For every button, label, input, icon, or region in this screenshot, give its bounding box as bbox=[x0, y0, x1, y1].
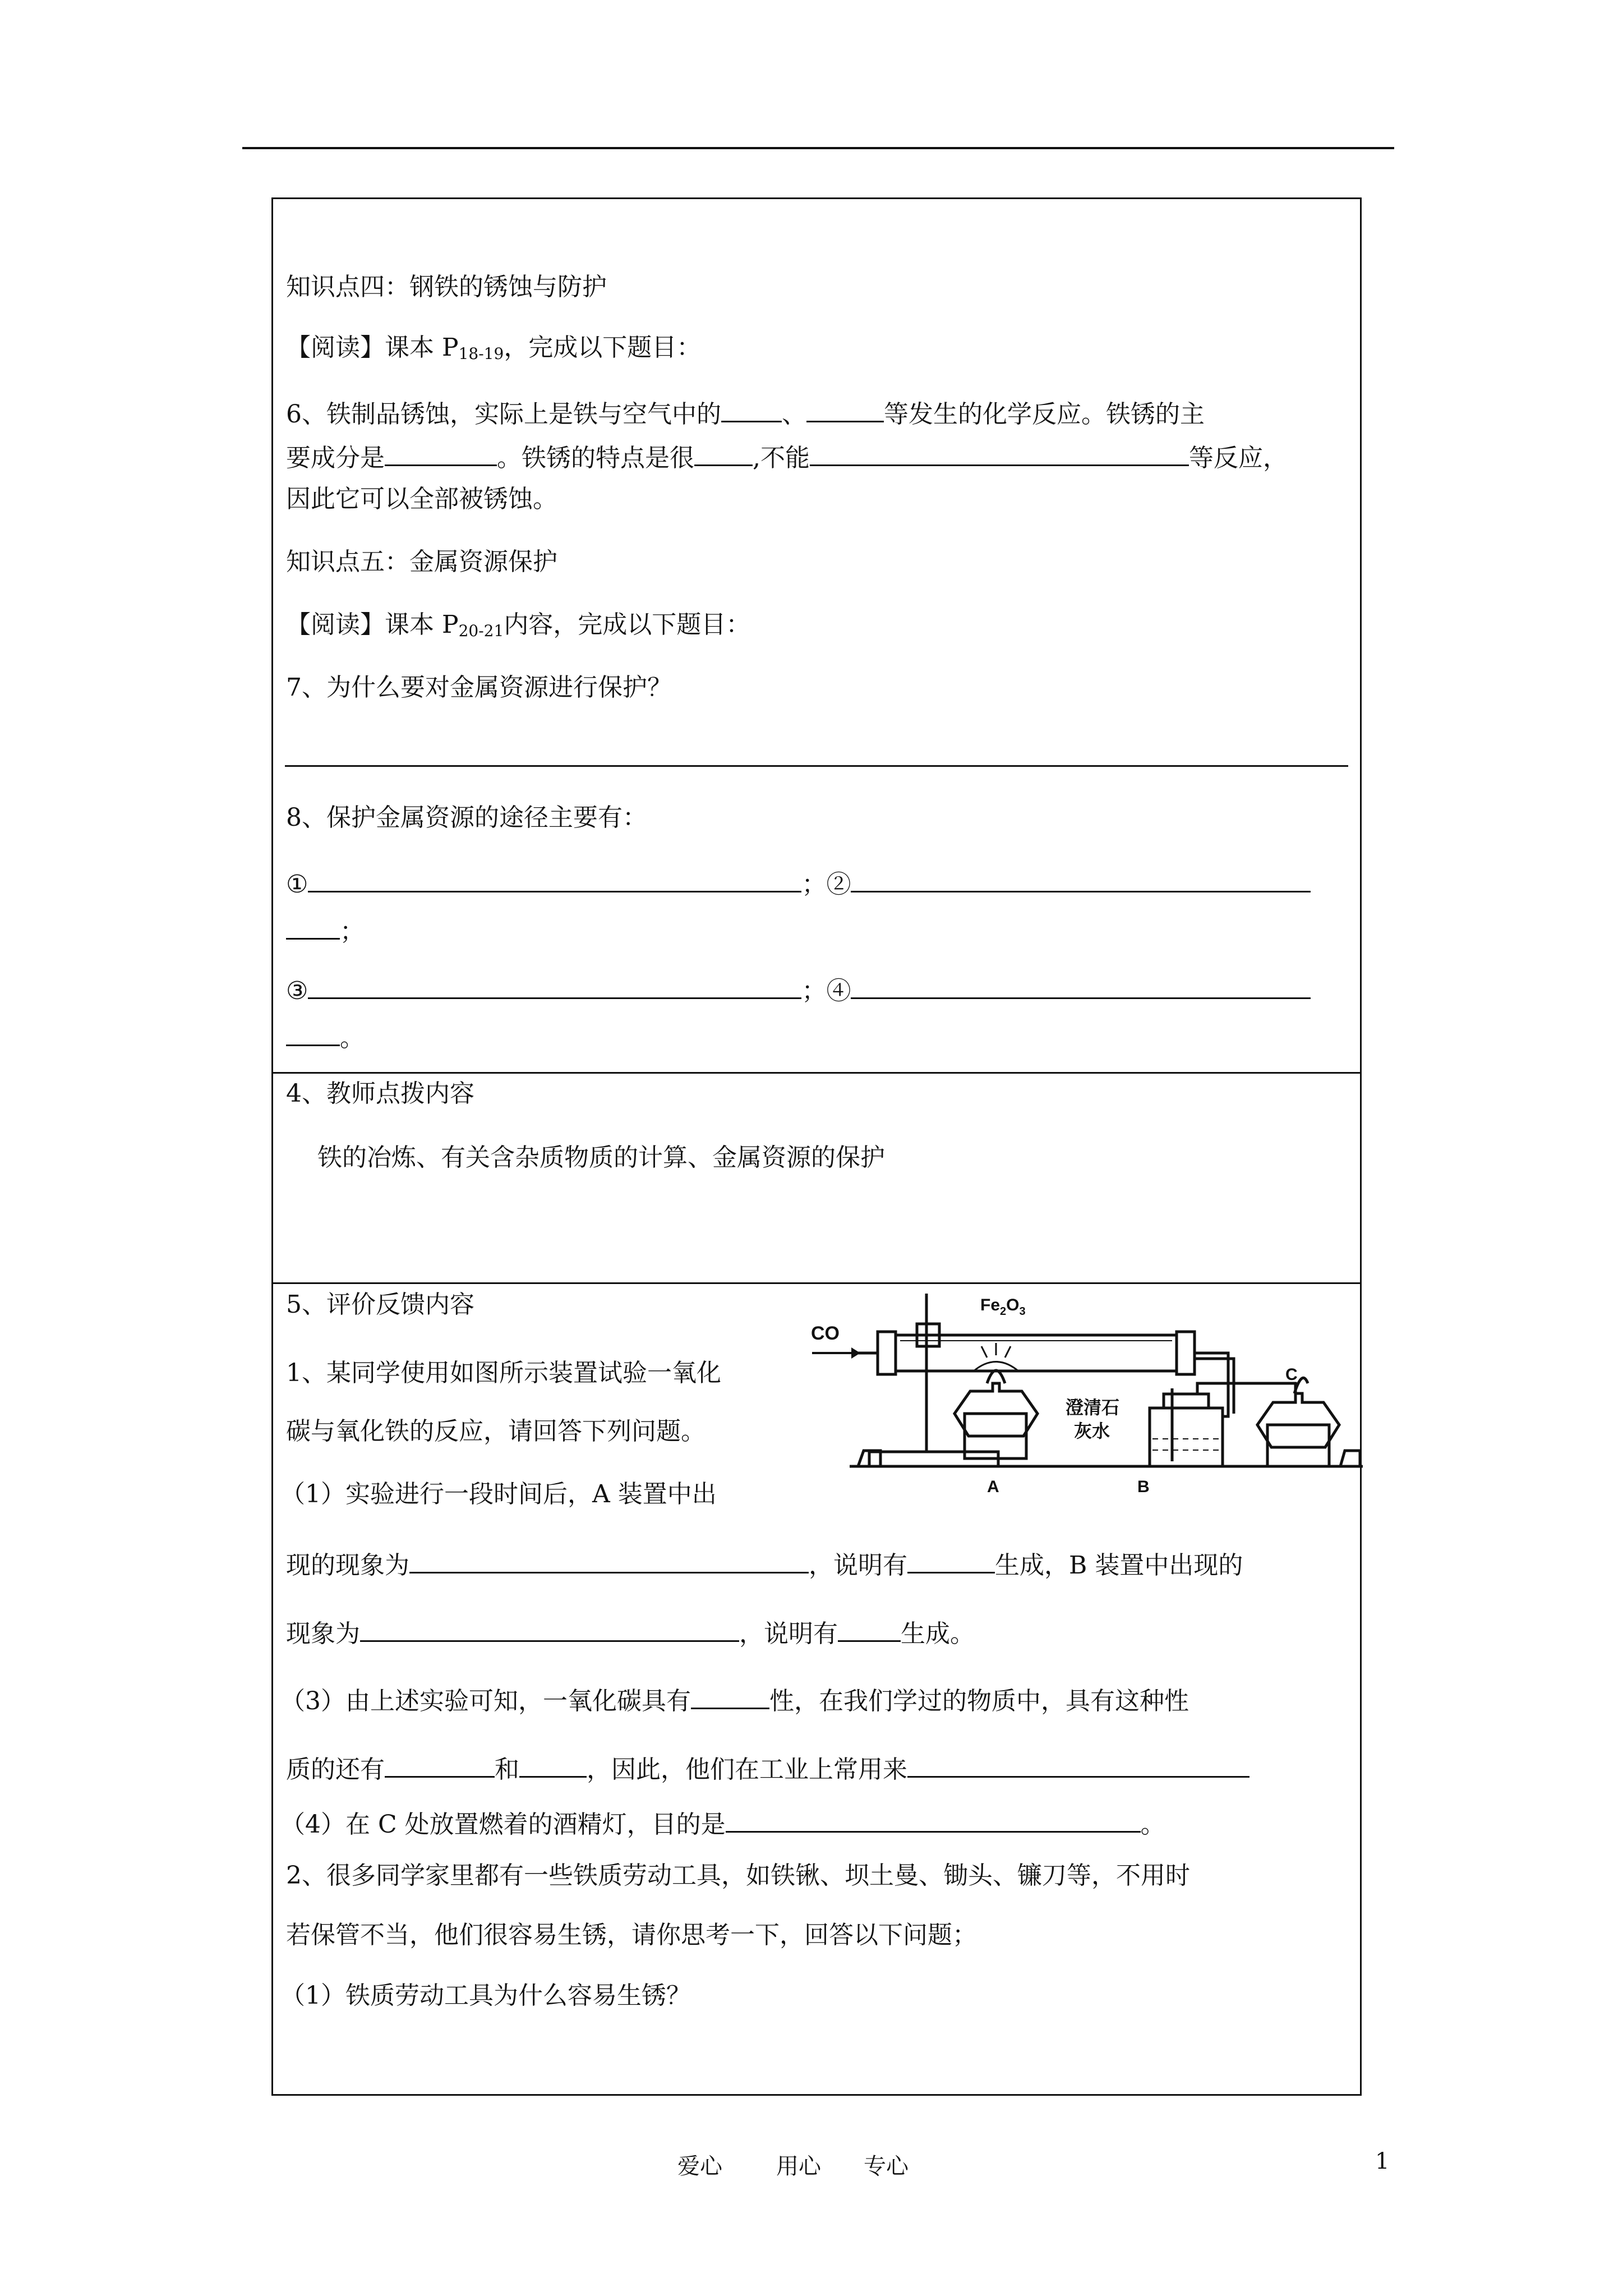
circle-1: ① bbox=[286, 870, 308, 899]
circle-3: ③ bbox=[286, 977, 308, 1005]
footer-motto-2: 用心 bbox=[776, 2154, 821, 2179]
s3-text-e: ，因此，他们在工业上常用来 bbox=[587, 1755, 907, 1784]
label-b: B bbox=[1137, 1478, 1150, 1496]
q6-text-a: 6、铁制品锈蚀，实际上是铁与空气中的 bbox=[286, 400, 721, 429]
s3-blank-3[interactable] bbox=[519, 1750, 587, 1778]
q6-blank-4[interactable] bbox=[694, 439, 753, 466]
s3-text-c: 质的还有 bbox=[286, 1755, 385, 1784]
s3-text-d: 和 bbox=[495, 1755, 519, 1784]
circle-2: ；② bbox=[801, 870, 851, 899]
s3-text-a: （3）由上述实验可知，一氧化碳具有 bbox=[280, 1687, 691, 1715]
fe2o3-label: $Fe_2O_3$ bbox=[980, 1296, 1026, 1318]
s3-text-b: 性，在我们学过的物质中，具有这种性 bbox=[769, 1687, 1189, 1715]
q8-line-1 bbox=[286, 865, 1311, 900]
s1-blank-2[interactable] bbox=[907, 1546, 995, 1573]
q6-text-e: ,不能 bbox=[753, 444, 810, 472]
s4-text-b: 。 bbox=[1140, 1810, 1165, 1839]
q6-blank-3[interactable] bbox=[385, 439, 497, 466]
apparatus-figure bbox=[802, 1273, 1368, 1496]
s4-blank[interactable] bbox=[726, 1805, 1141, 1833]
circle-4: ；④ bbox=[801, 977, 851, 1005]
s4-line bbox=[280, 1805, 1165, 1841]
q7-text: 7、为什么要对金属资源进行保护？ bbox=[286, 673, 672, 702]
q8-line-2 bbox=[286, 912, 365, 947]
q6-blank-2[interactable] bbox=[806, 395, 884, 422]
q7-answer-line[interactable] bbox=[285, 765, 1348, 767]
page-number: 1 bbox=[1375, 2148, 1390, 2174]
q6-text-f: 等反应， bbox=[1189, 444, 1288, 472]
feedback-title: 5、评价反馈内容 bbox=[286, 1290, 474, 1319]
limewater-label-2: 灰水 bbox=[1074, 1421, 1110, 1441]
q8-line-3 bbox=[286, 972, 1311, 1007]
q8-blank-4[interactable] bbox=[851, 972, 1311, 999]
s1-text-e: 现象为 bbox=[286, 1619, 360, 1648]
reading-post: 内容，完成以下题目： bbox=[504, 610, 751, 639]
footer-motto-1: 爱心 bbox=[677, 2154, 722, 2179]
p2-line-2: 若保管不当，他们很容易生锈，请你思考一下，回答以下问题； bbox=[286, 1921, 977, 1949]
p2-q1: （1）铁质劳动工具为什么容易生锈？ bbox=[280, 1981, 691, 2010]
q8-blank-2-cont[interactable] bbox=[286, 912, 340, 940]
q6-line-3: 因此它可以全部被锈蚀。 bbox=[286, 485, 557, 513]
reading-instruction-1 bbox=[286, 332, 701, 364]
label-c: C bbox=[1285, 1365, 1298, 1384]
q8-blank-4-cont[interactable] bbox=[286, 1019, 340, 1046]
q8-blank-2[interactable] bbox=[851, 865, 1311, 892]
teacher-title: 4、教师点拨内容 bbox=[286, 1079, 474, 1108]
s1-line-3 bbox=[286, 1614, 975, 1650]
s3-line-2 bbox=[286, 1750, 1249, 1786]
s3-blank-4[interactable] bbox=[907, 1750, 1249, 1778]
s3-line-1 bbox=[280, 1682, 1189, 1717]
footer-motto-3: 专心 bbox=[864, 2154, 909, 2179]
teacher-content: 铁的冶炼、有关含杂质物质的计算、金属资源的保护 bbox=[317, 1143, 885, 1172]
header-rule bbox=[242, 147, 1394, 149]
s1-line-1: （1）实验进行一段时间后，A 装置中出 bbox=[280, 1480, 717, 1508]
q6-blank-5[interactable] bbox=[810, 439, 1189, 466]
co-label: CO bbox=[811, 1323, 840, 1344]
p1-line-1: 1、某同学使用如图所示装置试验一氧化 bbox=[286, 1359, 721, 1387]
s1-line-2 bbox=[286, 1546, 1243, 1581]
semicolon: ； bbox=[340, 917, 365, 946]
s1-text-g: 生成。 bbox=[901, 1619, 975, 1648]
q6-text-c: 要成分是 bbox=[286, 444, 385, 472]
label-a: A bbox=[987, 1478, 999, 1496]
p2-line-1: 2、很多同学家里都有一些铁质劳动工具，如铁锹、坝土曼、锄头、镰刀等，不用时 bbox=[286, 1861, 1190, 1890]
p1-line-2: 碳与氧化铁的反应，请回答下列问题。 bbox=[286, 1417, 706, 1446]
s1-blank-3[interactable] bbox=[360, 1614, 739, 1642]
q6-line-2 bbox=[286, 439, 1288, 474]
period: 。 bbox=[340, 1024, 365, 1052]
s1-blank-4[interactable] bbox=[838, 1614, 901, 1642]
s1-text-f: ，说明有 bbox=[739, 1619, 838, 1648]
q6-text-d: 。铁锈的特点是很 bbox=[497, 444, 694, 472]
q8-text: 8、保护金属资源的途径主要有： bbox=[286, 803, 647, 832]
s3-blank-2[interactable] bbox=[385, 1750, 495, 1778]
reading-instruction-2 bbox=[286, 609, 750, 641]
kp4-title: 知识点四：钢铁的锈蚀与防护 bbox=[286, 273, 607, 301]
limewater-label-1: 澄清石 bbox=[1066, 1397, 1120, 1418]
reading-post: ，完成以下题目： bbox=[504, 333, 702, 362]
s1-text-c: ，说明有 bbox=[809, 1551, 907, 1580]
q6-sep: 、 bbox=[782, 400, 806, 429]
q8-line-4 bbox=[286, 1019, 365, 1054]
s1-text-b: 现的现象为 bbox=[286, 1551, 409, 1580]
q6-blank-1[interactable] bbox=[721, 395, 782, 422]
reading-pre: 【阅读】课本 P bbox=[286, 610, 459, 639]
q8-blank-3[interactable] bbox=[308, 972, 801, 999]
s1-text-d: 生成，B 装置中出现的 bbox=[995, 1551, 1243, 1580]
page-range: 18-19 bbox=[458, 344, 504, 363]
s3-blank-1[interactable] bbox=[691, 1682, 769, 1709]
q6-text-b: 等发生的化学反应。铁锈的主 bbox=[884, 400, 1205, 429]
reading-pre: 【阅读】课本 P bbox=[286, 333, 459, 362]
kp5-title: 知识点五：金属资源保护 bbox=[286, 547, 557, 576]
s4-text-a: （4）在 C 处放置燃着的酒精灯，目的是 bbox=[280, 1810, 726, 1839]
q6-line-1 bbox=[286, 395, 1205, 430]
s1-blank-1[interactable] bbox=[409, 1546, 809, 1573]
page-range: 20-21 bbox=[458, 622, 504, 640]
q8-blank-1[interactable] bbox=[308, 865, 801, 892]
